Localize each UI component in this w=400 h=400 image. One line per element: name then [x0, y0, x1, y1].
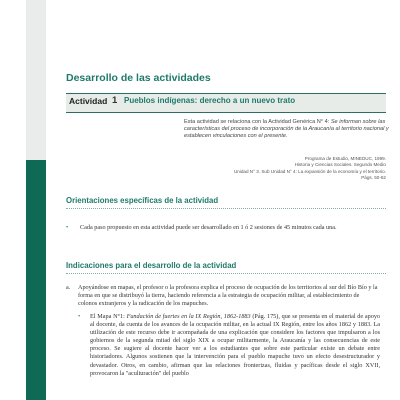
list-marker: a. — [66, 284, 71, 291]
intro-lead: Esta actividad se relaciona con la Actividad Genérica N° 4: — [184, 119, 331, 125]
activity-number: 1 — [112, 95, 118, 106]
source-line: Págs. 50-52 — [361, 175, 386, 181]
activity-header — [66, 93, 386, 113]
indicaciones-heading-text: Indicaciones para el desarrollo de la actividad — [66, 261, 237, 270]
source-line: Programa de Estudio, MINEDUC, 1999. — [304, 156, 386, 161]
heading-rule — [66, 273, 386, 274]
bullet-text: Cada paso propuesto en esta actividad puede ser desarrollado en 1 ó 2 sesiones de 45 minutos cada una. — [80, 224, 337, 231]
bullet-icon: • — [66, 224, 69, 231]
mapa-title: Fundación de fuertes en la IX Región, 1862-1883 — [126, 313, 251, 320]
activity-label: Actividad — [69, 96, 108, 106]
orientaciones-bullet — [66, 224, 376, 232]
activity-title: Pueblos indígenas: derecho a un nuevo trato — [124, 96, 296, 105]
mapa-body: (Pág. 175), que se presenta en el material de apoyo al docente, da cuenta de los avances de la ocupación militar, en la actual IX Región, entre los años 1862 y 1883. La utilización de este recurso debe ir acompañada de una explicación que considere los factores que impulsaron a los gobiernos de la segunda mitad del siglo XIX a ocupar militarmente, la Araucanía y las consecuencias de este proceso. Se sugiere al docente hacer ver a los estudiantes que sobre este particular existe un debate entre historiadores. Algunos sostienen que la intervención para el pueblo mapuche tuvo un efecto desestructurador y devastador. Otros, en cambio, afirman que las relaciones fronterizas, fluidas y pacíficas desde el siglo XVII, provocaron la "aculturación" del pueblo — [90, 313, 381, 377]
source-reference — [186, 156, 386, 182]
bullet-icon: • — [78, 313, 81, 320]
indicacion-a-text: Apoyándose en mapas, el profesor o la profesora explica el proceso de ocupación de los territorios al sur del Bío Bío y la forma en que se distribuyó la tierra, haciendo referencia a la estrategia de ocupación militar, al establecimiento de colonos extranjeros y la radicación de los mapuches. — [78, 284, 378, 307]
indicacion-mapa — [78, 313, 380, 378]
source-line: Unidad N° 3. Sub Unidad N° 4: La expansión de la economía y el territorio. — [233, 168, 386, 174]
activity-intro — [184, 119, 390, 140]
orientaciones-heading-text: Orientaciones específicas de la actividad — [66, 196, 219, 205]
indicacion-mapa-text — [90, 313, 380, 378]
intro-italic: Se informan sobre las características del proceso de incorporación de la Araucanía al territorio nacional y establecen vinculaciones con el presente. — [184, 119, 389, 139]
mapa-lead: El Mapa N°1: — [90, 313, 127, 320]
indicaciones-heading — [66, 261, 386, 270]
indicacion-a — [66, 284, 380, 308]
heading-rule — [66, 208, 386, 209]
orientaciones-heading — [66, 196, 386, 205]
page-side-accent — [26, 160, 46, 400]
source-line: Historia y Ciencias Sociales. Segundo Medio — [294, 162, 386, 168]
section-title: Desarrollo de las actividades — [66, 72, 211, 84]
